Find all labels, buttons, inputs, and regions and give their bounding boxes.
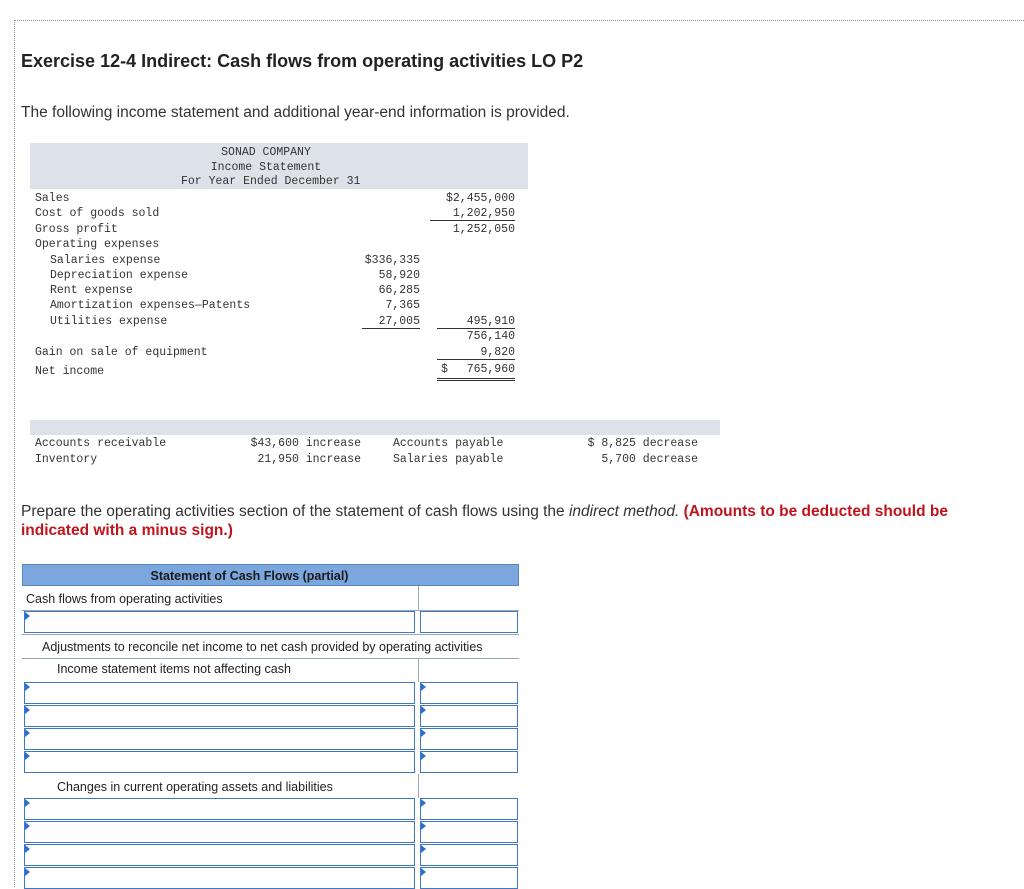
noncash-item-3-label-input[interactable] [24,728,415,750]
inventory-change: 21,950 increase [257,453,361,466]
instructions [21,502,1011,540]
rent-expense-amount: 66,285 [378,284,420,297]
noncash-item-1-label-input[interactable] [24,682,415,704]
operating-expenses-label: Operating expenses [35,238,160,251]
dropdown-marker-icon [25,845,30,853]
noncash-item-1-amount-input[interactable] [420,682,518,704]
cogs-label: Cost of goods sold [35,207,160,220]
cash-flow-form-header [22,564,519,586]
statement-period: For Year Ended December 31 [181,175,361,188]
net-income-amount-input[interactable] [420,611,518,633]
sales-amount: $2,455,000 [445,192,515,205]
exercise-intro: The following income statement and additional year-end information is provided. [21,104,570,121]
salaries-payable-change: 5,700 decrease [601,453,698,466]
change-item-1-amount-input[interactable] [420,798,518,820]
net-income-amount: 765,960 [466,363,515,376]
statement-name: Income Statement [210,161,322,174]
adjustments-heading: Adjustments to reconcile net income to net cash provided by operating activities [42,640,483,654]
dropdown-marker-icon [25,822,30,830]
change-item-2-label-input[interactable] [24,821,415,843]
accounts-payable-change: $ 8,825 decrease [587,437,698,450]
gross-profit-amount: 1,252,050 [452,223,515,236]
noncash-item-2-amount-input[interactable] [420,705,518,727]
depreciation-expense-label: Depreciation expense [50,269,189,282]
noncash-item-2-label-input[interactable] [24,705,415,727]
change-item-1-label-input[interactable] [24,798,415,820]
cash-flow-form [22,564,519,887]
row-divider [22,658,519,659]
row-divider [22,634,519,635]
depreciation-expense-amount: 58,920 [378,269,420,282]
dropdown-marker-icon [421,868,426,876]
net-income-label: Net income [35,365,105,378]
instructions-text: Prepare the operating activities section of the statement of cash flows using the [21,503,569,520]
column-divider [418,586,419,610]
utilities-expense-label: Utilities expense [50,315,168,328]
inventory-label: Inventory [35,453,98,466]
cash-flow-form-title: Statement of Cash Flows (partial) [150,569,349,583]
cogs-amount: 1,202,950 [430,207,515,221]
change-item-4-amount-input[interactable] [420,867,518,889]
accounts-payable-label: Accounts payable [393,437,504,450]
content-frame-top-border [14,20,1024,21]
noncash-items-heading: Income statement items not affecting cash [57,662,291,676]
net-income-dollar: $ [441,363,448,376]
total-operating-expenses-amount: 495,910 [437,315,515,329]
change-item-2-amount-input[interactable] [420,821,518,843]
dropdown-marker-icon [421,752,426,760]
additional-info-header [30,420,720,435]
instructions-method: indirect method. [568,503,680,520]
dropdown-marker-icon [25,612,30,620]
company-name: SONAD COMPANY [221,146,311,159]
salaries-payable-label: Salaries payable [393,453,504,466]
dropdown-marker-icon [25,799,30,807]
gross-profit-label: Gross profit [35,223,118,236]
amortization-expense-label: Amortization expenses—Patents [50,299,251,312]
change-item-4-label-input[interactable] [24,867,415,889]
dropdown-marker-icon [421,845,426,853]
dropdown-marker-icon [25,683,30,691]
instructions-note: (Amounts to be deducted should be indicated with a minus sign.) [21,503,948,539]
amortization-expense-amount: 7,365 [385,299,420,312]
noncash-item-3-amount-input[interactable] [420,728,518,750]
change-item-3-label-input[interactable] [24,844,415,866]
noncash-item-4-amount-input[interactable] [420,751,518,773]
operating-activities-heading: Cash flows from operating activities [26,592,223,606]
changes-heading: Changes in current operating assets and liabilities [57,780,333,794]
dropdown-marker-icon [421,729,426,737]
dropdown-marker-icon [421,822,426,830]
change-item-3-amount-input[interactable] [420,844,518,866]
gain-on-sale-label: Gain on sale of equipment [35,346,208,359]
dropdown-marker-icon [25,752,30,760]
gain-on-sale-amount: 9,820 [437,346,515,360]
salaries-expense-amount: $336,335 [364,254,420,267]
net-income-value [437,363,515,381]
rent-expense-label: Rent expense [50,284,133,297]
dropdown-marker-icon [25,706,30,714]
accounts-receivable-label: Accounts receivable [35,437,167,450]
dropdown-marker-icon [25,868,30,876]
dropdown-marker-icon [421,799,426,807]
dropdown-marker-icon [421,706,426,714]
operating-income-amount: 756,140 [466,330,515,343]
noncash-item-4-label-input[interactable] [24,751,415,773]
salaries-expense-label: Salaries expense [50,254,161,267]
dropdown-marker-icon [421,683,426,691]
sales-label: Sales [35,192,70,205]
content-frame-left-border [14,20,15,887]
column-divider [418,659,419,682]
column-divider [418,774,419,798]
utilities-expense-amount: 27,005 [362,315,420,329]
net-income-label-input[interactable] [24,611,415,633]
accounts-receivable-change: $43,600 increase [250,437,361,450]
exercise-title: Exercise 12-4 Indirect: Cash flows from operating activities LO P2 [21,51,584,71]
dropdown-marker-icon [25,729,30,737]
